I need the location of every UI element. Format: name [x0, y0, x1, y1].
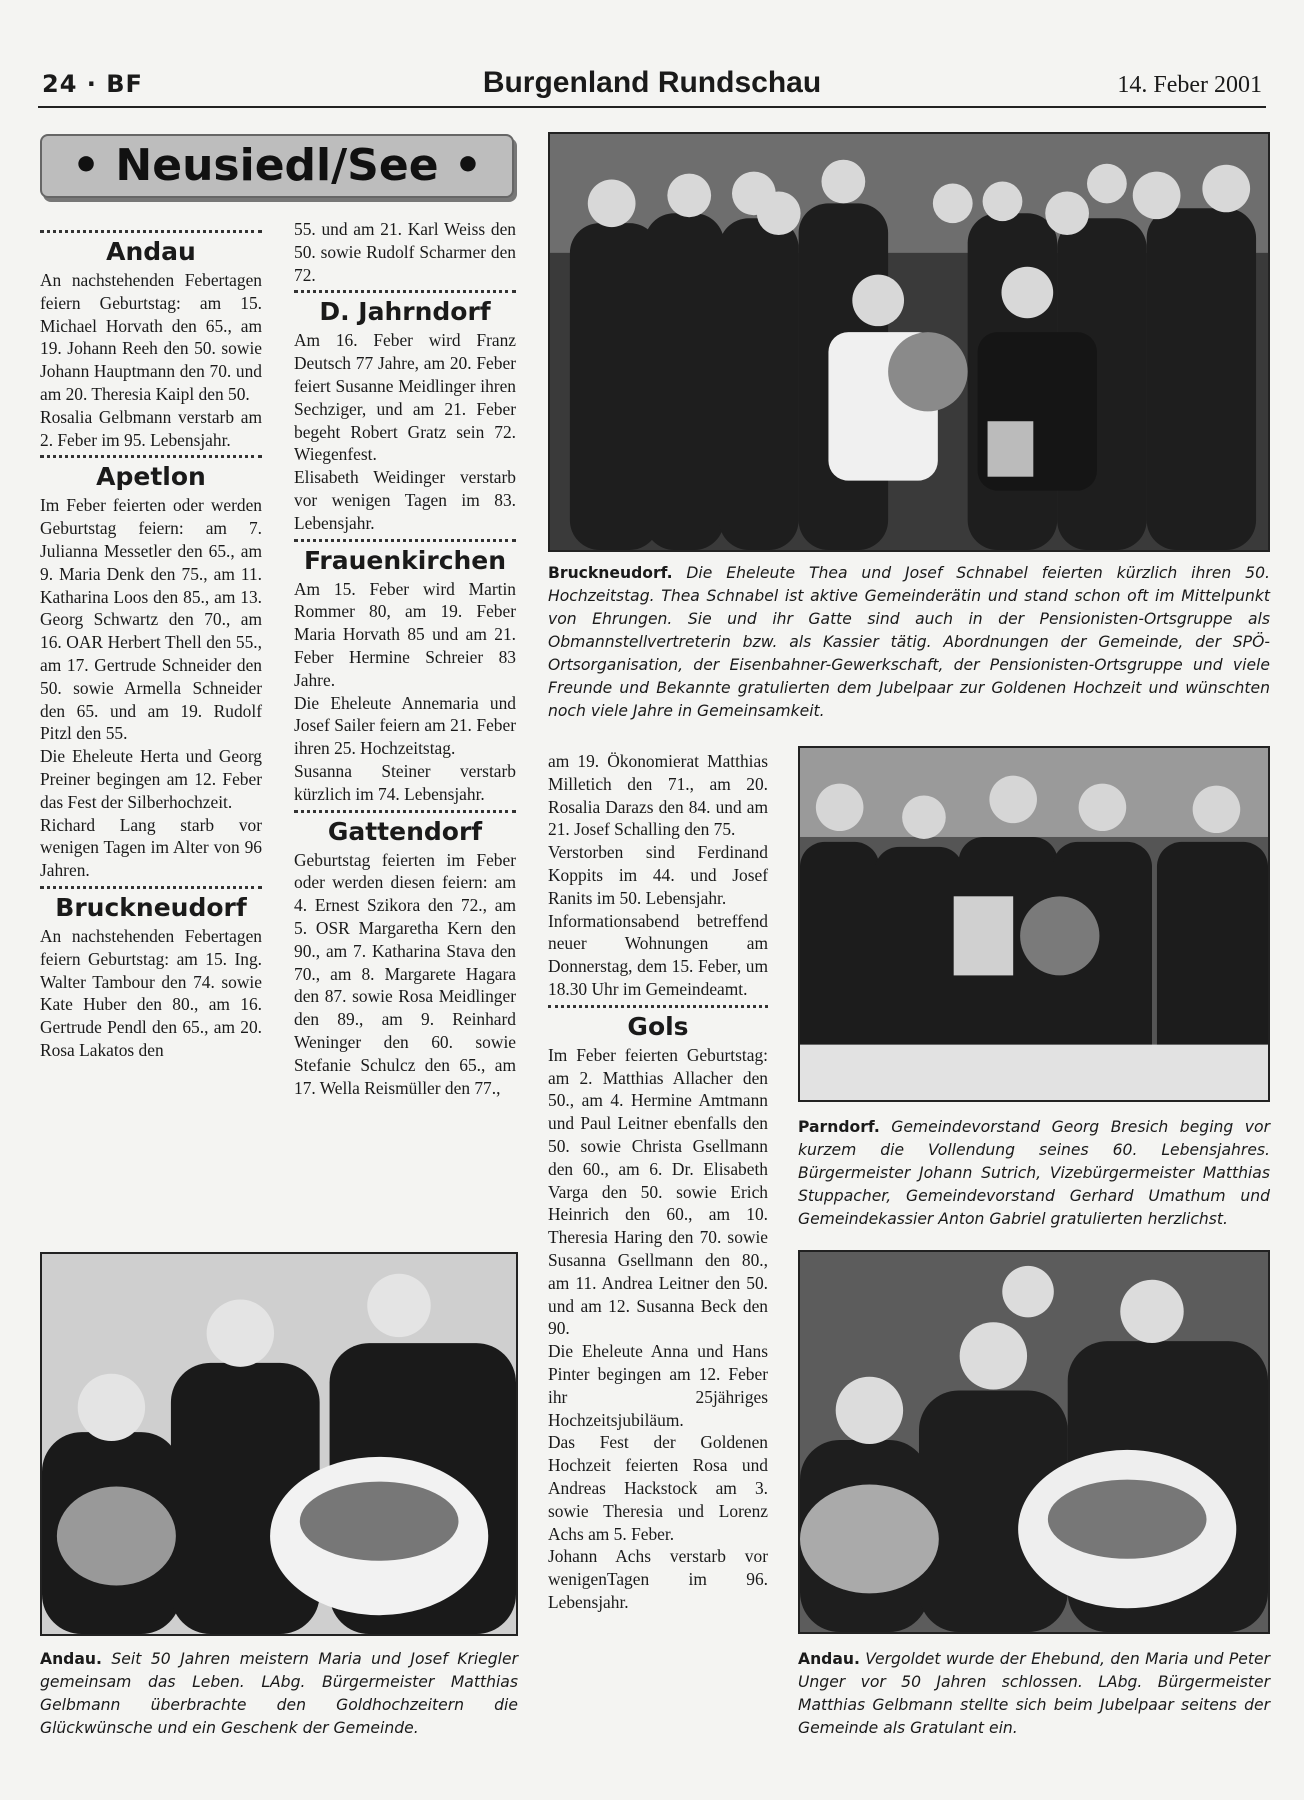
- dotted-separator: [548, 1005, 768, 1008]
- paragraph: Im Feber feierten Geburtstag: am 2. Matthias Allacher den 50., am 4. Hermine Amtmann und Paul Leitner ebenfalls den 50. sowie Christa Gsellmann den 60., am 6. Dr. Elisabeth Varga den 50. sowie Erich Heinrich den 60., am 10. Theresia Haring den 70. sowie Susanna Gsellmann den 80., am 11. Andrea Leitner den 50. und am 12. Susanna Beck den 90.: [548, 1044, 768, 1339]
- paragraph: Johann Achs verstarb vor wenigenTagen im 96. Lebensjahr.: [548, 1546, 768, 1612]
- section-banner: • Neusiedl/See •: [40, 134, 514, 198]
- caption-andau-unger: [798, 1648, 1270, 1740]
- photo-image: [800, 748, 1268, 1100]
- caption-text: Seit 50 Jahren meistern Maria und Josef Kriegler gemeinsam das Leben. LAbg. Bürgermeister Matthias Gelbmann überbrachte den Goldhochzeitern die Glückwünsche und ein Geschenk der Gemeinde.: [40, 1650, 518, 1737]
- dotted-separator: [294, 810, 516, 813]
- issue-date: 14. Feber 2001: [1117, 72, 1262, 98]
- caption-parndorf: [798, 1116, 1270, 1231]
- heading-frauenkirchen: Frauenkirchen: [303, 545, 507, 575]
- page-header: [38, 62, 1266, 108]
- paragraph: Die Eheleute Annemaria und Josef Sailer feiern am 21. Feber ihren 25. Hochzeitstag.: [294, 692, 516, 759]
- paragraph: Richard Lang starb vor wenigen Tagen im Alter von 96 Jahren.: [40, 814, 262, 881]
- heading-apetlon: Apetlon: [96, 462, 206, 492]
- paragraph: Am 16. Feber wird Franz Deutsch 77 Jahre, am 20. Feber feiert Susanne Meidlinger ihren Sechziger, und am 21. Feber begeht Robert Gratz sein 72. Wiegenfest.: [294, 330, 516, 465]
- column-3: [548, 750, 768, 1614]
- photo-image: [550, 134, 1268, 550]
- caption-text: Vergoldet wurde der Ehebund, den Maria und Peter Unger vor 50 Jahren schlossen. LAbg. Bürgermeister Matthias Gelbmann stellte sich beim Jubelpaar seitens der Gemeinde als Gratulant ein.: [798, 1650, 1270, 1737]
- caption-text: Die Eheleute Thea und Josef Schnabel feierten kürzlich ihren 50. Hochzeitstag. Thea Schnabel ist aktive Gemeinderätin und stand schon oft im Mittelpunkt von Ehrungen. Sie und ihr Gatte sind auch in der Pensionisten-Ortsgruppe als Obmannstellvertreterin bzw. als Kassier tätig. Abordnungen der Gemeinde, der SPÖ-Ortsorganisation, der Eisenbahner-Gewerkschaft, der Pensionisten-Ortsgruppe und viele Freunde und Bekannte gratulierten dem Jubelpaar zur Goldenen Hochzeit und wünschten noch viele Jahre in Gemeinsamkeit.: [548, 564, 1270, 720]
- photo-parndorf: [798, 746, 1270, 1102]
- caption-andau-kriegler: [40, 1648, 518, 1740]
- heading-bruckneudorf: Bruckneudorf: [55, 892, 247, 922]
- dotted-separator: [40, 455, 262, 458]
- caption-location: Bruckneudorf.: [548, 564, 673, 582]
- heading-gols: Gols: [627, 1011, 689, 1041]
- heading-andau: Andau: [106, 237, 196, 266]
- caption-location: Parndorf.: [798, 1118, 880, 1136]
- column-2: [294, 218, 516, 1099]
- paragraph: Die Eheleute Herta und Georg Preiner begingen am 12. Feber das Fest der Silberhochzeit.: [40, 746, 262, 812]
- dotted-separator: [40, 886, 262, 889]
- caption-location: Andau.: [40, 1650, 102, 1668]
- photo-andau-unger: [798, 1250, 1270, 1634]
- paragraph: Informationsabend betreffend neuer Wohnungen am Donnerstag, dem 15. Feber, um 18.30 Uhr im Gemeindeamt.: [548, 910, 768, 999]
- paragraph: An nachstehenden Febertagen feiern Geburtstag: am 15. Michael Horvath den 65., am 19. Johann Reeh den 50. sowie Johann Hauptmann den 70. und am 20. Theresia Kaipl den 50.: [40, 270, 262, 404]
- paragraph: Rosalia Gelbmann verstarb am 2. Feber im 95. Lebensjahr.: [40, 406, 262, 450]
- heading-d-jahrndorf: D. Jahrndorf: [319, 297, 491, 327]
- paragraph: Susanna Steiner verstarb kürzlich im 74. Lebensjahr.: [294, 760, 516, 804]
- paragraph: 55. und am 21. Karl Weiss den 50. sowie Rudolf Scharmer den 72.: [294, 219, 516, 285]
- publication-title: Burgenland Rundschau: [482, 66, 822, 99]
- paragraph: An nachstehenden Febertagen feiern Geburtstag: am 15. Ing. Walter Tambour den 74. sowie Kate Huber den 80., am 16. Gertrude Pendl den 65., am 20. Rosa Lakatos den: [40, 925, 262, 1060]
- paragraph: Das Fest der Goldenen Hochzeit feierten Rosa und Andreas Hackstock am 3. sowie Theresia und Lorenz Achs am 5. Feber.: [548, 1432, 768, 1544]
- caption-text: Gemeindevorstand Georg Bresich beging vor kurzem die Vollendung seines 60. Lebensjahres. Bürgermeister Johann Sutrich, Vizebürgermeister Matthias Stuppacher, Gemeindevorstand Gerhard Umathum und Gemeindekassier Anton Gabriel gratulierten herzlichst.: [798, 1118, 1270, 1228]
- paragraph: Geburtstag feierten im Feber oder werden diesen feiern: am 4. Ernest Szikora den 72., am 5. OSR Margaretha Kern den 90., am 7. Katharina Stava den 70., am 8. Margarete Hagara den 87. sowie Rosa Meidlinger den 89., am 9. Reinhard Weninger den 60. sowie Stefanie Schulcz den 65., am 17. Wella Reismüller den 77.,: [294, 849, 516, 1098]
- photo-image: [800, 1252, 1268, 1632]
- paragraph: Am 15. Feber wird Martin Rommer 80, am 19. Feber Maria Horvath 85 und am 21. Feber Hermine Schreier 83 Jahre.: [294, 578, 516, 690]
- page-number: 24 · BF: [42, 70, 143, 98]
- paragraph: Die Eheleute Anna und Hans Pinter begingen am 12. Feber ihr 25jähriges Hochzeitsjubiläum.: [548, 1341, 768, 1430]
- photo-andau-kriegler: [40, 1252, 518, 1636]
- photo-image: [42, 1254, 516, 1634]
- paragraph: Verstorben sind Ferdinand Koppits im 44. und Josef Ranits im 50. Lebensjahr.: [548, 842, 768, 908]
- dotted-separator: [294, 539, 516, 542]
- paragraph: Im Feber feierten oder werden Geburtstag feiern: am 7. Julianna Messetler den 65., am 9. Maria Denk den 75., am 11. Katharina Loos den 85., am 13. Georg Schwartz den 70., am 16. OAR Herbert Thell den 55., am 17. Gertrude Schneider den 50. sowie Armella Schneider den 65. und am 19. Rudolf Pitzl den 55.: [40, 495, 262, 744]
- caption-location: Andau.: [798, 1650, 860, 1668]
- dotted-separator: [294, 290, 516, 293]
- column-1: [40, 226, 262, 1062]
- heading-gattendorf: Gattendorf: [327, 816, 483, 846]
- dotted-separator: [40, 230, 262, 233]
- paragraph: am 19. Ökonomierat Matthias Milletich den 71., am 20. Rosalia Darazs den 84. und am 21. Josef Schalling den 75.: [548, 751, 768, 840]
- photo-bruckneudorf: [548, 132, 1270, 552]
- paragraph: Elisabeth Weidinger verstarb vor wenigen Tagen im 83. Lebensjahr.: [294, 467, 516, 533]
- caption-bruckneudorf: [548, 562, 1270, 723]
